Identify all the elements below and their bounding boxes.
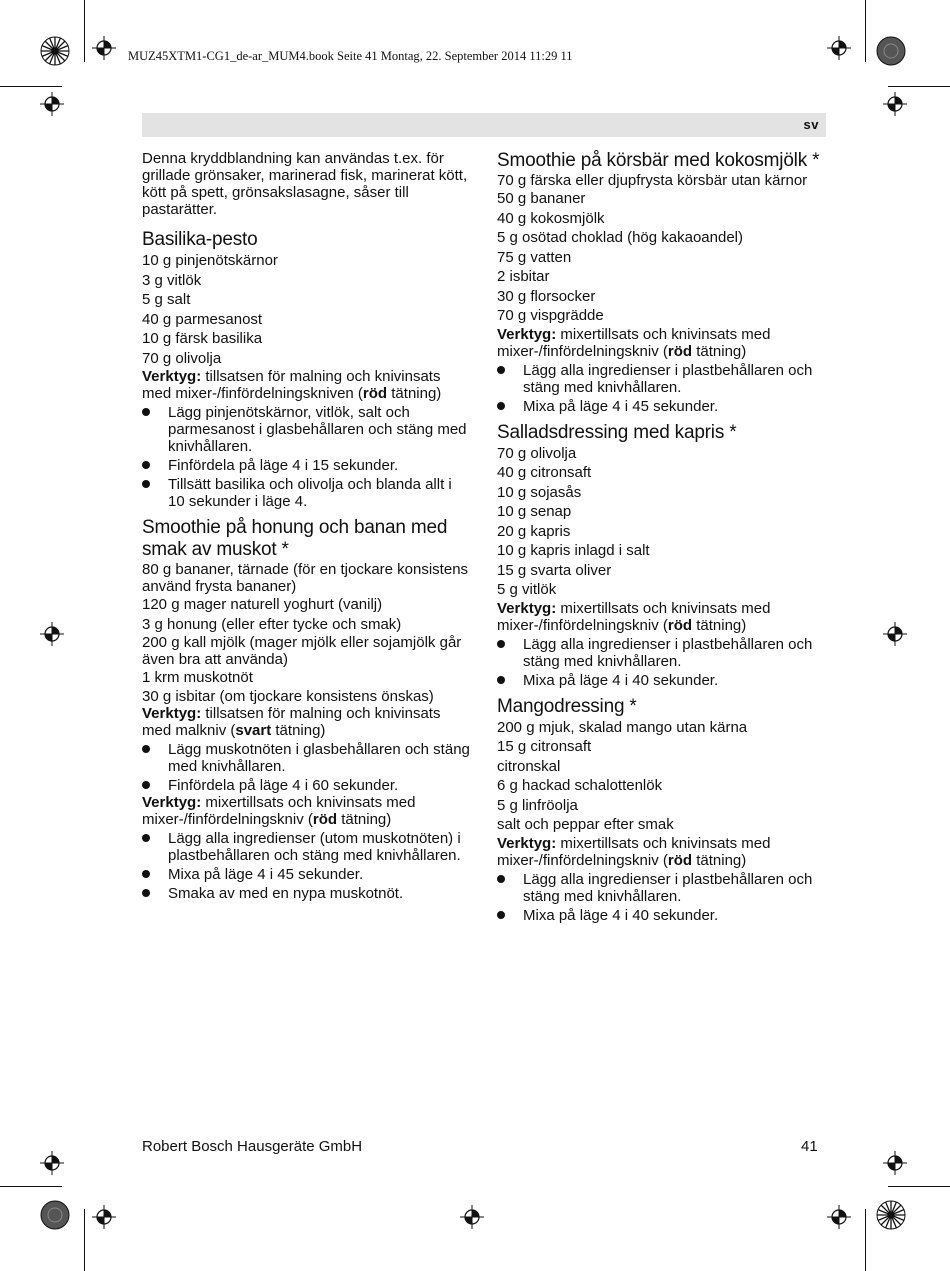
tool-text: tillsatsen för malning och knivinsats med malkniv ( — [142, 704, 441, 739]
registration-mark-icon — [883, 92, 907, 116]
step-text: Lägg alla ingredienser i plastbehållaren och stäng med knivhållaren. — [523, 870, 813, 905]
step-item — [497, 672, 827, 689]
step-text: Mixa på läge 4 i 45 sekunder. — [523, 397, 719, 415]
bullet-icon — [142, 461, 150, 469]
ingredient-item: 70 g olivolja — [497, 444, 577, 462]
ingredient-item: 5 g osötad choklad (hög kakaoandel) — [497, 229, 744, 246]
starburst-mark-icon — [876, 1200, 906, 1230]
tool-text: tätning) — [692, 616, 747, 634]
tool-text: tätning) — [271, 721, 326, 739]
tool-text: mixertillsats och knivinsats med mixer-/finfördelningskniv ( — [142, 793, 416, 828]
recipe-block — [142, 229, 472, 510]
registration-mark-icon — [883, 622, 907, 646]
screen-mark-icon — [40, 1200, 70, 1230]
ingredient-list — [497, 718, 827, 835]
left-column — [142, 150, 472, 909]
tool-text: tillsatsen för malning och knivinsats med mixer-/finfördelningskniven ( — [142, 368, 441, 402]
starburst-mark-icon — [40, 36, 70, 66]
tool-line — [142, 705, 472, 739]
step-item — [497, 636, 827, 670]
ingredient-item: 70 g färska eller djupfrysta körsbär utan kärnor — [497, 172, 808, 189]
step-text: Mixa på läge 4 i 40 sekunder. — [523, 671, 719, 689]
tool-line — [497, 600, 827, 634]
ingredient-list — [142, 561, 472, 705]
tool-line — [497, 326, 827, 360]
ingredient-item: 30 g florsocker — [497, 287, 596, 305]
registration-mark-icon — [827, 36, 851, 60]
seal-color: röd — [667, 851, 693, 869]
step-text: Tillsätt basilika och olivolja och blanda allt i 10 sekunder i läge 4. — [168, 476, 452, 510]
tool-line — [142, 794, 472, 828]
ingredient-item: 15 g svarta oliver — [497, 561, 612, 579]
tool-label: Verktyg: — [497, 325, 557, 343]
crop-mark — [865, 1209, 866, 1271]
step-item — [142, 830, 472, 864]
step-list — [497, 636, 827, 689]
step-item — [142, 866, 472, 883]
bullet-icon — [142, 834, 150, 842]
recipe-title: Salladsdressing med kapris * — [497, 421, 737, 443]
bullet-icon — [142, 889, 150, 897]
ingredient-item: 120 g mager naturell yoghurt (vanilj) — [142, 596, 383, 613]
step-item — [142, 777, 472, 794]
screen-mark-icon — [876, 36, 906, 66]
ingredient-item: citronskal — [497, 757, 561, 775]
step-item — [142, 457, 472, 474]
step-text: Finfördela på läge 4 i 60 sekunder. — [168, 776, 399, 794]
ingredient-item: 15 g citronsaft — [497, 738, 592, 755]
ingredient-item: 40 g citronsaft — [497, 464, 592, 481]
step-list — [142, 404, 472, 510]
recipe-title: Smoothie på körsbär med kokosmjölk * — [497, 150, 820, 171]
step-text: Mixa på läge 4 i 40 sekunder. — [523, 906, 719, 924]
intro-paragraph: Denna kryddblandning kan användas t.ex. för grillade grönsaker, marinerad fisk, marinerat kött, kött på spett, grönsakslasagne, såser till pastarätter. — [142, 150, 468, 218]
registration-mark-icon — [460, 1205, 484, 1229]
ingredient-item: 40 g kokosmjölk — [497, 209, 605, 227]
step-text: Lägg alla ingredienser (utom muskotnöten) i plastbehållaren och stäng med knivhållaren. — [168, 829, 461, 864]
right-recipes — [497, 150, 827, 924]
bullet-icon — [497, 875, 505, 883]
ingredient-item: 10 g senap — [497, 503, 572, 520]
bullet-icon — [497, 911, 505, 919]
step-item — [142, 404, 472, 455]
tool-line — [142, 368, 472, 402]
footer-page-number: 41 — [801, 1138, 818, 1155]
seal-color: röd — [362, 385, 388, 402]
tool-label: Verktyg: — [497, 834, 557, 852]
crop-mark — [84, 1209, 85, 1271]
tool-text: tätning) — [337, 810, 392, 828]
ingredient-item: 30 g isbitar (om tjockare konsistens önskas) — [142, 687, 434, 705]
bullet-icon — [497, 402, 505, 410]
tool-text: tätning) — [692, 342, 747, 360]
ingredient-item: 5 g linfröolja — [497, 796, 578, 814]
crop-mark — [865, 0, 866, 62]
tool-label: Verktyg: — [497, 599, 557, 617]
bullet-icon — [497, 640, 505, 648]
ingredient-item: 5 g salt — [142, 291, 191, 308]
right-column — [497, 150, 827, 931]
crop-mark — [0, 86, 62, 87]
ingredient-item: 3 g vitlök — [142, 271, 202, 289]
tool-label: Verktyg: — [142, 368, 202, 385]
step-text: Lägg alla ingredienser i plastbehållaren och stäng med knivhållaren. — [523, 635, 813, 670]
bullet-icon — [142, 408, 150, 416]
bullet-icon — [497, 676, 505, 684]
registration-mark-icon — [827, 1205, 851, 1229]
recipe-title: Mangodressing * — [497, 695, 637, 717]
registration-mark-icon — [92, 36, 116, 60]
tool-line — [497, 835, 827, 869]
seal-color: röd — [312, 810, 338, 828]
ingredient-item: 40 g parmesanost — [142, 310, 263, 328]
step-text: Lägg alla ingredienser i plastbehållaren och stäng med knivhållaren. — [523, 361, 813, 396]
step-list — [142, 741, 472, 794]
step-text: Lägg muskotnöten i glasbehållaren och stäng med knivhållaren. — [168, 740, 470, 775]
ingredient-item: 1 krm muskotnöt — [142, 669, 253, 686]
ingredient-item: 6 g hackad schalottenlök — [497, 777, 663, 794]
crop-mark — [0, 1186, 62, 1187]
ingredient-item: 80 g bananer, tärnade (för en tjockare konsistens använd frysta bananer) — [142, 561, 469, 595]
tool-text: tätning) — [692, 851, 747, 869]
crop-mark — [84, 0, 85, 62]
step-text: Lägg pinjenötskärnor, vitlök, salt och parmesanost i glasbehållaren och stäng med knivhållaren. — [168, 404, 467, 455]
tool-text: mixertillsats och knivinsats med mixer-/finfördelningskniv ( — [497, 325, 771, 360]
ingredient-item: 70 g vispgrädde — [497, 307, 604, 324]
step-list — [142, 830, 472, 902]
step-item — [497, 398, 827, 415]
ingredient-item: 10 g sojasås — [497, 483, 582, 501]
tool-label: Verktyg: — [142, 704, 202, 722]
registration-mark-icon — [92, 1205, 116, 1229]
tool-text: tätning) — [387, 385, 442, 402]
crop-mark — [888, 1186, 950, 1187]
step-text: Finfördela på läge 4 i 15 sekunder. — [168, 457, 399, 474]
ingredient-item: 5 g vitlök — [497, 581, 557, 598]
bullet-icon — [497, 366, 505, 374]
step-list — [497, 871, 827, 924]
language-tag: sv — [803, 117, 819, 132]
step-list — [497, 362, 827, 415]
recipe-block — [497, 422, 827, 689]
step-item — [497, 907, 827, 924]
tool-text: mixertillsats och knivinsats med mixer-/finfördelningskniv ( — [497, 599, 771, 634]
seal-color: svart — [235, 721, 272, 739]
recipe-block — [497, 696, 827, 924]
recipe-block — [497, 150, 827, 415]
crop-mark — [888, 86, 950, 87]
bullet-icon — [142, 781, 150, 789]
bullet-icon — [142, 480, 150, 488]
recipe-block — [142, 517, 472, 902]
ingredient-item: 200 g mjuk, skalad mango utan kärna — [497, 718, 748, 736]
ingredient-item: 3 g honung (eller efter tycke och smak) — [142, 615, 402, 633]
ingredient-item: 20 g kapris — [497, 522, 571, 540]
seal-color: röd — [667, 616, 693, 634]
ingredient-item: 70 g olivolja — [142, 349, 222, 367]
bullet-icon — [142, 745, 150, 753]
recipe-title: Basilika-pesto — [142, 229, 258, 250]
ingredient-item: 200 g kall mjölk (mager mjölk eller sojamjölk går även bra att använda) — [142, 634, 462, 668]
footer-publisher: Robert Bosch Hausgeräte GmbH — [142, 1138, 363, 1155]
ingredient-list — [142, 251, 472, 368]
step-item — [142, 476, 472, 510]
seal-color: röd — [667, 342, 693, 360]
bullet-icon — [142, 870, 150, 878]
step-item — [497, 871, 827, 905]
step-item — [142, 885, 472, 902]
ingredient-item: 10 g färsk basilika — [142, 330, 263, 347]
ingredient-item: salt och peppar efter smak — [497, 816, 674, 833]
ingredient-list — [497, 444, 827, 600]
ingredient-item: 10 g kapris inlagd i salt — [497, 542, 650, 559]
tool-label: Verktyg: — [142, 793, 202, 811]
ingredient-item: 50 g bananer — [497, 190, 586, 207]
step-item — [142, 741, 472, 775]
file-meta-slug: MUZ45XTM1-CG1_de-ar_MUM4.book Seite 41 Montag, 22. September 2014 11:29 11 — [128, 49, 573, 63]
left-recipes — [142, 229, 472, 902]
ingredient-list — [497, 172, 827, 326]
tool-text: mixertillsats och knivinsats med mixer-/finfördelningskniv ( — [497, 834, 771, 869]
registration-mark-icon — [40, 1151, 64, 1175]
ingredient-item: 2 isbitar — [497, 268, 550, 285]
registration-mark-icon — [883, 1151, 907, 1175]
step-text: Smaka av med en nypa muskotnöt. — [168, 884, 404, 902]
step-text: Mixa på läge 4 i 45 sekunder. — [168, 865, 364, 883]
registration-mark-icon — [40, 92, 64, 116]
registration-mark-icon — [40, 622, 64, 646]
ingredient-item: 75 g vatten — [497, 248, 572, 266]
language-header-bar — [142, 113, 826, 137]
ingredient-item: 10 g pinjenötskärnor — [142, 252, 278, 269]
recipe-title: Smoothie på honung och banan med smak av muskot * — [142, 517, 448, 560]
step-item — [497, 362, 827, 396]
